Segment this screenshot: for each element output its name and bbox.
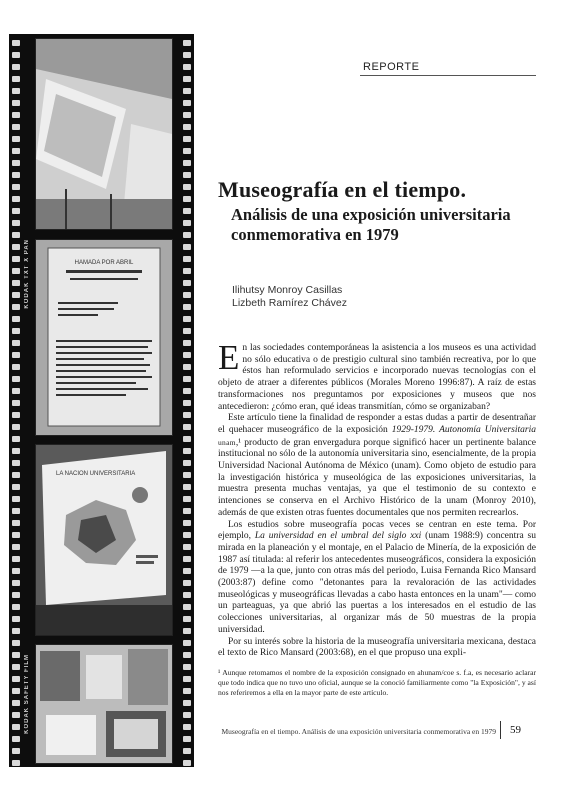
film-perforation (12, 364, 20, 370)
film-perforation (183, 328, 191, 334)
film-perforation (12, 724, 20, 730)
film-perforation (183, 136, 191, 142)
article-subtitle: Análisis de una exposición universitaria conmemorativa en 1979 (231, 205, 511, 244)
film-perforation (12, 160, 20, 166)
article-title: Museografía en el tiempo. (218, 177, 467, 202)
film-perforation (183, 52, 191, 58)
film-perforation (183, 652, 191, 658)
film-frame-gallery-room (35, 644, 173, 764)
film-perforation (183, 388, 191, 394)
film-perforation (12, 568, 20, 574)
film-perforation (12, 604, 20, 610)
film-perforation (12, 52, 20, 58)
paragraph-text: ,¹ producto de gran envergadura porque significó hacer un pertinente balance institucional no sólo de la autonomía universitaria sino, esencialmente, de la propia Universidad Nacional Autónoma de México (unam). Como objeto de estudio para la investigación histórica y museológica de las exposiciones universitarias, la muestra presenta muchas ventajas, ya que el testimonio de su contexto e intenciones se conserva en el Archivo Histórico de la unam (Monroy 2010), además de que existen otras fuentes documentales que nos permiten recrearlos. (218, 437, 536, 518)
film-perforation (183, 556, 191, 562)
film-perforation (12, 580, 20, 586)
film-frame-text-panel (35, 239, 173, 436)
film-perforation (183, 160, 191, 166)
film-perforation (12, 532, 20, 538)
film-perforation (12, 760, 20, 766)
film-perforation (183, 700, 191, 706)
film-perforation (183, 640, 191, 646)
film-perforation (12, 148, 20, 154)
film-frame-map-panel (35, 444, 173, 636)
film-perforation (183, 412, 191, 418)
film-perforation (12, 328, 20, 334)
film-perforation (12, 736, 20, 742)
film-perforation (12, 232, 20, 238)
film-perforation (183, 244, 191, 250)
author-name: Lizbeth Ramírez Chávez (232, 297, 347, 309)
film-perforation (183, 400, 191, 406)
film-perforation (183, 256, 191, 262)
film-perforation (183, 424, 191, 430)
film-perforation (12, 412, 20, 418)
paragraph (218, 520, 536, 637)
film-perforation (12, 340, 20, 346)
film-perforation (12, 400, 20, 406)
film-frame-exhibit-cases (35, 38, 173, 230)
film-perforation (12, 100, 20, 106)
film-perforation (12, 448, 20, 454)
film-edge-text-bottom: KODAK SAFETY FILM (24, 654, 30, 734)
film-perforation (183, 196, 191, 202)
film-perforation (12, 496, 20, 502)
film-perforation (183, 460, 191, 466)
paragraph (218, 637, 536, 660)
drop-cap: E (218, 338, 240, 377)
article-body (218, 338, 536, 660)
film-perforation (12, 64, 20, 70)
film-perforation (183, 664, 191, 670)
film-edge-text-top: KODAK TXT X PAN (24, 239, 30, 309)
panel-heading-text: HAMADA POR ABRIL (74, 260, 134, 266)
film-perforation (183, 520, 191, 526)
film-perforation (12, 220, 20, 226)
film-perforation (183, 64, 191, 70)
film-perforation (183, 76, 191, 82)
film-perforation (183, 472, 191, 478)
film-perforation (12, 436, 20, 442)
film-perforation (183, 40, 191, 46)
film-perforation (183, 580, 191, 586)
film-perforation (183, 220, 191, 226)
film-perforation (183, 736, 191, 742)
film-perforation (183, 316, 191, 322)
film-perforation (12, 748, 20, 754)
film-perforation (12, 316, 20, 322)
film-perforation (183, 280, 191, 286)
film-perforation (183, 124, 191, 130)
map-panel-heading: LA NACION UNIVERSITARIA (56, 471, 136, 477)
film-perforation (12, 712, 20, 718)
film-perforation (183, 268, 191, 274)
author-name: Ilihutsy Monroy Casillas (232, 284, 343, 296)
film-perforation (12, 556, 20, 562)
paragraph (218, 413, 536, 519)
film-perforation (12, 508, 20, 514)
film-perforation (12, 244, 20, 250)
film-perforation (183, 532, 191, 538)
paragraph-text: n las sociedades contemporáneas la asistencia a los museos es una actividad no sólo educativa o de prestigio cultural sino también recreativa, por lo que éstos han reformulado servicios e incorporado nuevas tecnologías con el objeto de atraer a diferentes públicos (Morales Moreno 1996:87). A raíz de estas transformaciones nos preguntamos por exposiciones y museos que nos antecedieron: ¿cómo eran, qué ideas transmitían, cómo se organizaban? (218, 343, 536, 412)
film-perforation (183, 484, 191, 490)
film-perforation (183, 676, 191, 682)
paragraph-text: (unam 1988:9) concentra su mirada en la planeación y el montaje, en el Palacio de Minería, de la exposición de 1987 así titulada: al referir los antecedentes museográficos, considera la exposición de 1979 —a la que, junto con otras más del periodo, Luisa Fernanda Rico Mansard (2003:87) define como "detonantes para la revaloración de las actividades museológicas y museográficas llevadas a cabo hasta entonces en la unam"— como un parteaguas, ya que abrió las puertas a los interesados en el estudio de las colecciones universitarias, al organizar más de 50 muestras de la propia universidad. (218, 531, 536, 635)
film-perforation (12, 208, 20, 214)
film-perforation (183, 724, 191, 730)
film-perforation (183, 148, 191, 154)
film-perforation (12, 520, 20, 526)
film-perforation (183, 544, 191, 550)
film-perforation (183, 292, 191, 298)
film-perforation (12, 136, 20, 142)
film-perforation (183, 364, 191, 370)
film-perforation (183, 628, 191, 634)
film-perforation (12, 76, 20, 82)
film-perforations-left (9, 34, 23, 767)
film-perforation (183, 592, 191, 598)
film-perforation (12, 424, 20, 430)
film-perforation (12, 700, 20, 706)
film-perforation (12, 484, 20, 490)
film-perforation (183, 712, 191, 718)
film-perforation (183, 616, 191, 622)
film-perforation (183, 232, 191, 238)
footer-divider (500, 721, 501, 739)
book-title: La universidad en el umbral del siglo xxi (254, 531, 422, 542)
film-perforation (12, 40, 20, 46)
film-perforation (12, 268, 20, 274)
film-perforation (183, 448, 191, 454)
film-perforation (12, 376, 20, 382)
film-perforation (12, 292, 20, 298)
film-perforation (183, 760, 191, 766)
film-perforation (12, 676, 20, 682)
section-label: REPORTE (363, 61, 420, 73)
paragraph (218, 338, 536, 413)
film-perforation (183, 688, 191, 694)
film-perforation (12, 592, 20, 598)
footnote: ¹ Aunque retomamos el nombre de la exposición consignado en ahunam/coe s. f.a, es necesario aclarar que todo indica que no tuvo uno oficial, aunque se la conoció familiarmente como "la Exposición", y así nos referiremos a ella en la mayor parte de este artículo. (218, 668, 536, 697)
film-perforation (183, 604, 191, 610)
film-perforation (183, 748, 191, 754)
page-number: 59 (510, 724, 521, 736)
film-perforation (183, 568, 191, 574)
film-perforation (12, 688, 20, 694)
film-perforation (12, 124, 20, 130)
paragraph-text: Los estudios sobre museografía pocas veces se centran en este tema. Por ejemplo, (218, 519, 536, 542)
film-strip-photo (9, 34, 194, 767)
film-perforation (183, 112, 191, 118)
film-perforation (12, 304, 20, 310)
film-perforation (183, 436, 191, 442)
film-perforation (12, 280, 20, 286)
film-perforation (183, 100, 191, 106)
film-perforation (183, 88, 191, 94)
film-perforation (12, 184, 20, 190)
film-perforation (12, 472, 20, 478)
film-perforation (12, 544, 20, 550)
film-perforation (12, 664, 20, 670)
film-perforation (12, 652, 20, 658)
paragraph-text: Este artículo tiene la finalidad de responder a estas dudas a partir de desentrañar el quehacer museográfico de la exposición (218, 413, 536, 435)
section-divider (360, 75, 536, 76)
film-perforation (12, 256, 20, 262)
film-perforation (12, 112, 20, 118)
film-perforation (12, 352, 20, 358)
film-perforation (183, 304, 191, 310)
film-perforation (183, 508, 191, 514)
film-perforation (12, 616, 20, 622)
film-perforation (183, 376, 191, 382)
film-perforation (183, 208, 191, 214)
film-perforation (12, 640, 20, 646)
small-caps-text: unam (218, 437, 236, 447)
film-perforation (183, 352, 191, 358)
film-perforation (12, 88, 20, 94)
film-perforation (12, 628, 20, 634)
film-perforation (12, 388, 20, 394)
running-footer: Museografía en el tiempo. Análisis de una exposición universitaria conmemorativa en 1979 (221, 727, 496, 736)
film-perforation (12, 172, 20, 178)
film-perforation (183, 184, 191, 190)
film-perforation (12, 196, 20, 202)
paragraph-text: Por su interés sobre la historia de la museografía universitaria mexicana, destaca el texto de Rico Mansard (2003:68), en el que propuso una expli- (218, 636, 536, 659)
author-list (232, 284, 347, 310)
film-perforation (183, 340, 191, 346)
film-perforation (12, 460, 20, 466)
film-perforation (183, 496, 191, 502)
film-perforation (183, 172, 191, 178)
film-perforations-right (180, 34, 194, 767)
exhibition-title: 1929-1979. Autonomía Universitaria (391, 424, 536, 435)
